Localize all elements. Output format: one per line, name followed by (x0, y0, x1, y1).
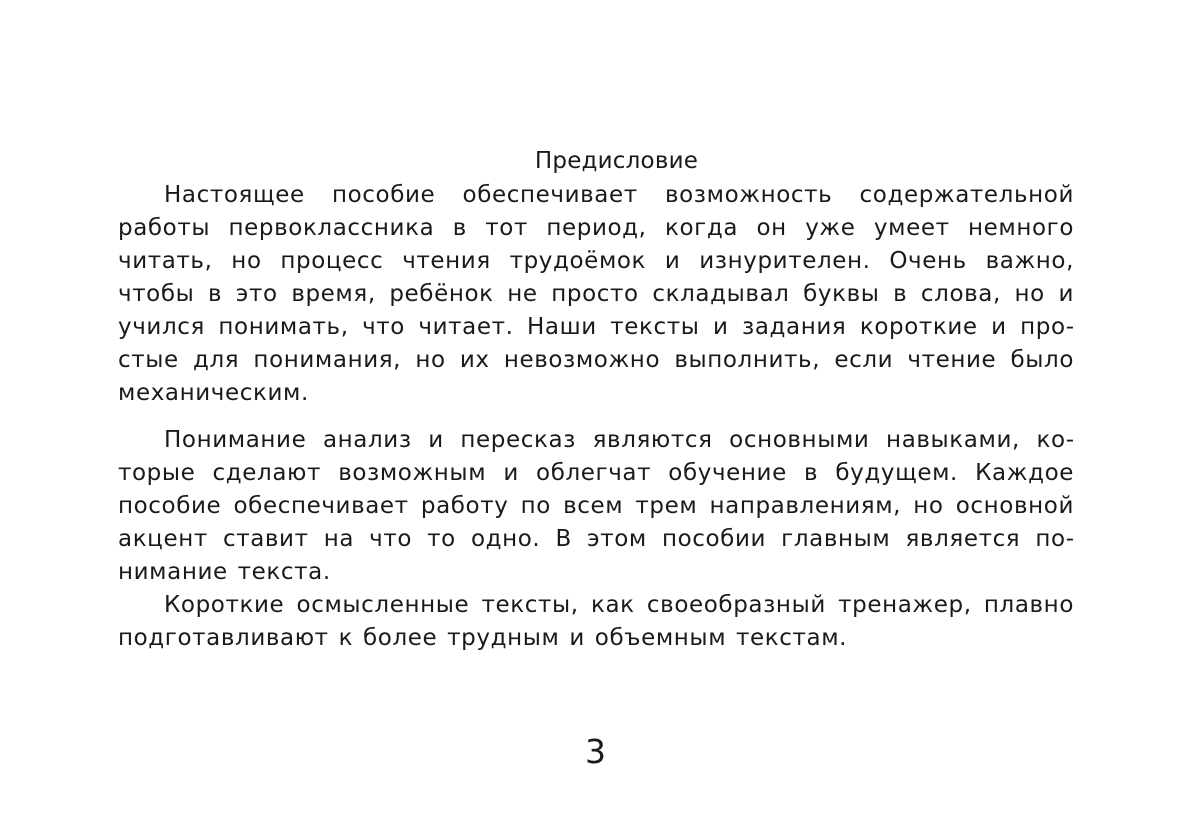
body-paragraph-2: Понимание анализ и пересказ являются основными навыками, которые сделают возможным и облегчат обучение в будущем. Каждое пособие обеспечивает работу по всем трем направлениям, но основной акцент ставит на что то одно. В этом пособии главным является понимание текста. (118, 427, 1074, 585)
page-number: 3 (585, 732, 606, 771)
body-paragraph-3: Короткие осмысленные тексты, как своеобразный тренажер, плавно подготавливают к более трудным и объемным текстам. (118, 592, 1074, 651)
body-paragraph-1: Настоящее пособие обеспечивает возможность содержательной работы первоклассника в тот период, когда он уже умеет немного читать, но процесс чтения трудоёмок и изнурителен. Очень важно, чтобы в это время, ребёнок не просто складывал буквы в слова, но и учился понимать, что читает. Наши тексты и задания короткие и простые для понимания, но их невозможно выполнить, если чтение было механическим. (118, 182, 1074, 406)
page-title: Предисловие (534, 148, 699, 174)
